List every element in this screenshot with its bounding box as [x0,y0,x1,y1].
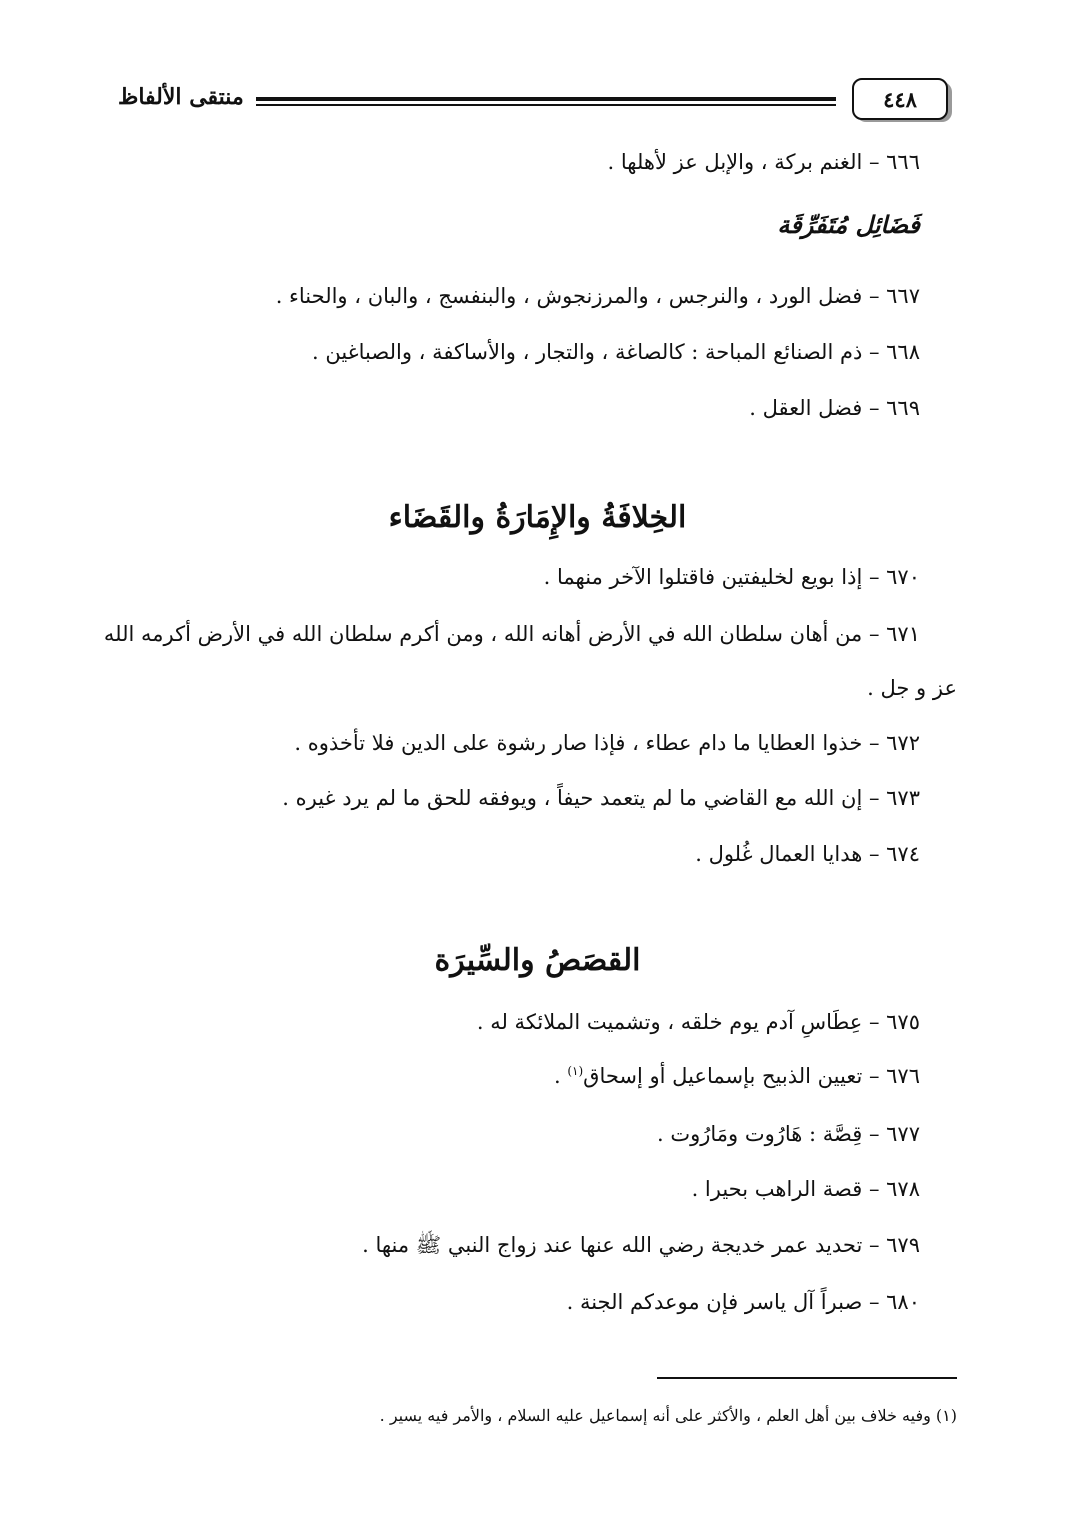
header-rule-thick [256,97,836,101]
item-671-line1: ٦٧١ – من أهان سلطان الله في الأرض أهانه الله ، ومن أكرم سلطان الله في الأرض أكرمه الله [103,622,920,646]
header-rule-thin [256,104,836,106]
item-667: ٦٦٧ – فضل الورد ، والنرجس ، والمرزنجوش ، والبنفسج ، والبان ، والحناء . [275,284,920,308]
item-677: ٦٧٧ – قِصَّة : هَارُوت ومَارُوت . [656,1122,920,1146]
item-676 [554,1064,920,1089]
item-668: ٦٦٨ – ذم الصنائع المباحة : كالصاغة ، والتجار ، والأساكفة ، والصباغين . [311,340,920,364]
item-672: ٦٧٢ – خذوا العطايا ما دام عطاء ، فإذا صار رشوة على الدين فلا تأخذوه . [294,731,920,755]
section-heading-stories: القصَصُ والسِّيرَة [434,943,641,978]
item-680: ٦٨٠ – صبراً آل ياسر فإن موعدكم الجنة . [566,1290,920,1314]
section-heading-caliphate: الخِلافَةُ والإِمَارَةُ والقَضَاء [388,500,687,535]
subheading-virtues: فَضَائِل مُتَفَرِّقَة [777,210,920,239]
item-679: ٦٧٩ – تحديد عمر خديجة رضي الله عنها عند زواج النبي ﷺ منها . [362,1233,920,1257]
running-title: منتقى الألفاظ [118,84,244,110]
item-675: ٦٧٥ – عِطَاسِ آدم يوم خلقه ، وتشميت الملائكة له . [476,1010,920,1034]
item-670: ٦٧٠ – إذا بويع لخليفتين فاقتلوا الآخر منهما . [543,565,920,589]
item-669: ٦٦٩ – فضل العقل . [749,396,920,420]
item-673: ٦٧٣ – إن الله مع القاضي ما لم يتعمد حيفاً ، ويوفقه للحق ما لم يرد غيره . [282,786,920,810]
page-number-box [848,78,948,122]
footnote-1: (١) وفيه خلاف بين أهل العلم ، والأكثر على أنه إسماعيل عليه السلام ، والأمر فيه يسير . [379,1406,957,1425]
item-674: ٦٧٤ – هدايا العمال غُلول . [695,842,920,866]
item-666: ٦٦٦ – الغنم بركة ، والإبل عز لأهلها . [607,150,920,174]
item-671-line2: عز و جل . [867,676,957,700]
footnote-ref[interactable]: (١) [567,1064,584,1078]
footnote-divider [657,1377,957,1379]
header-rule [256,97,836,107]
item-678: ٦٧٨ – قصة الراهب بحيرا . [691,1177,920,1201]
item-676-end: . [553,1064,568,1088]
page-header [118,78,948,128]
item-676-text: ٦٧٦ – تعيين الذبيح بإسماعيل أو إسحاق [583,1064,920,1088]
page-number: ٤٤٨ [852,78,948,120]
